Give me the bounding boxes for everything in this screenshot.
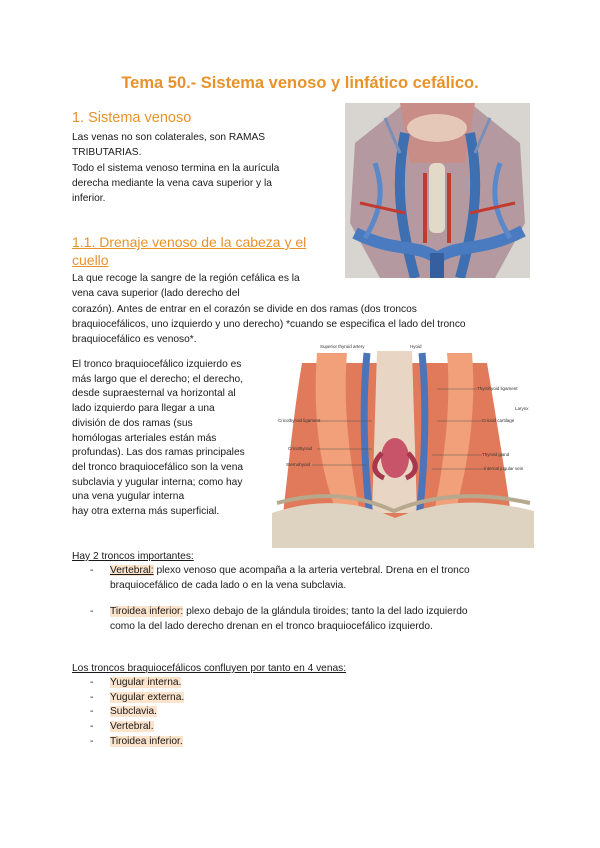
figure-label: Larynx [515,406,529,411]
term-vertebral: Vertebral: [110,565,154,576]
list-item [72,563,532,594]
confluyen-intro: Los troncos braquiocefálicos confluyen por tanto en 4 venas: [72,663,347,674]
text-line: plexo venoso que acompaña a la arteria vertebral. Drena en el tronco [153,565,470,576]
section-heading-sistema-venoso: 1. Sistema venoso [72,110,192,126]
text-line: inferior. [72,193,106,205]
text-line: división de dos ramas (sus [72,417,193,429]
term-tiroidea-inferior: Tiroidea inferior: [110,605,184,617]
troncos-list [72,563,532,634]
text-line: El tronco braquiocefálico izquierdo es [72,359,242,370]
text-line: una vena yugular interna [72,491,185,503]
figure-label: Cricothyroid [288,446,313,451]
list-item [72,735,372,750]
text-line: derecha mediante la vena cava superior y la [72,177,272,189]
text-line: más largo que el derecho; el derecho, [72,373,244,385]
figure-label: Thyroid gland [482,452,510,457]
text-line: corazón). Antes de entrar en el corazón se divide en dos ramas (dos troncos [72,303,417,315]
page-title: Tema 50.- Sistema venoso y linfático cefálico. [121,74,479,92]
list-item [72,676,372,691]
text-line: TRIBUTARIAS. [72,147,142,159]
vena-label: Yugular interna. [110,677,182,688]
text-line: Las venas no son colaterales, son RAMAS [72,132,266,143]
text-line: desde supraesternal va horizontal al [72,388,236,400]
vena-label: Subclavia. [110,706,158,718]
text-line: profundas). Las dos ramas principales [72,447,245,459]
text-line: braquiocefálicos, uno izquierdo y uno derecho) *cuando se especifica el lado del tronco [72,318,466,330]
anatomy-neck-veins-icon [345,103,530,278]
section2-paragraph1 [72,271,542,347]
text-line: Todo el sistema venoso termina en la aurícula [72,162,280,174]
figure-label: Superior thyroid artery [320,344,365,349]
text-line: La que recoge la sangre de la región cefálica es la [72,273,300,284]
list-item [72,604,532,635]
section-heading-drenaje-venoso [72,233,327,269]
figure-label: Thyrohyoid ligament [477,386,518,391]
figure-label: Cricothyroid ligament [278,418,321,423]
vena-label: Vertebral. [110,721,154,733]
figure-label: Hyoid [410,344,422,349]
figure-label: Sternohyoid [286,462,311,467]
vena-label: Yugular externa. [110,691,185,703]
text-line: braquiocefálico es venoso*. [72,334,197,346]
section1-text [72,130,342,206]
heading-line: 1.1. Drenaje venoso de la cabeza y el [72,234,307,250]
text-line: homólogas arteriales están más [72,432,217,444]
section2-paragraph2 [72,358,272,520]
troncos-intro: Hay 2 troncos importantes: [72,551,194,562]
text-line: subclavia y yugular interna; como hay [72,476,243,488]
vena-label: Tiroidea inferior. [110,735,183,747]
text-line: como la del lado derecho drenan en el tronco braquiocefálico izquierdo. [110,620,433,632]
text-line: lado izquierdo para llegar a una [72,403,215,415]
heading-line: cuello [72,252,109,268]
figure-label: Cricoid cartilage [482,418,515,423]
text-line: hay otra externa más superficial. [72,506,220,518]
anatomy-figure-neck-veins [345,103,530,278]
text-line: del tronco braquiocefálico son la vena [72,461,244,473]
figure-label: Internal jugular vein [484,466,524,471]
list-item [72,691,372,706]
text-line: vena cava superior (lado derecho del [72,288,240,300]
list-item [72,720,372,735]
list-item [72,705,372,720]
text-line: braquiocefálico de cada lado o en la vena subclavia. [110,580,347,592]
text-line: plexo debajo de la glándula tiroides; tanto la del lado izquierdo [183,605,468,617]
anatomy-figure-larynx [272,343,534,548]
venas-list [72,676,372,750]
